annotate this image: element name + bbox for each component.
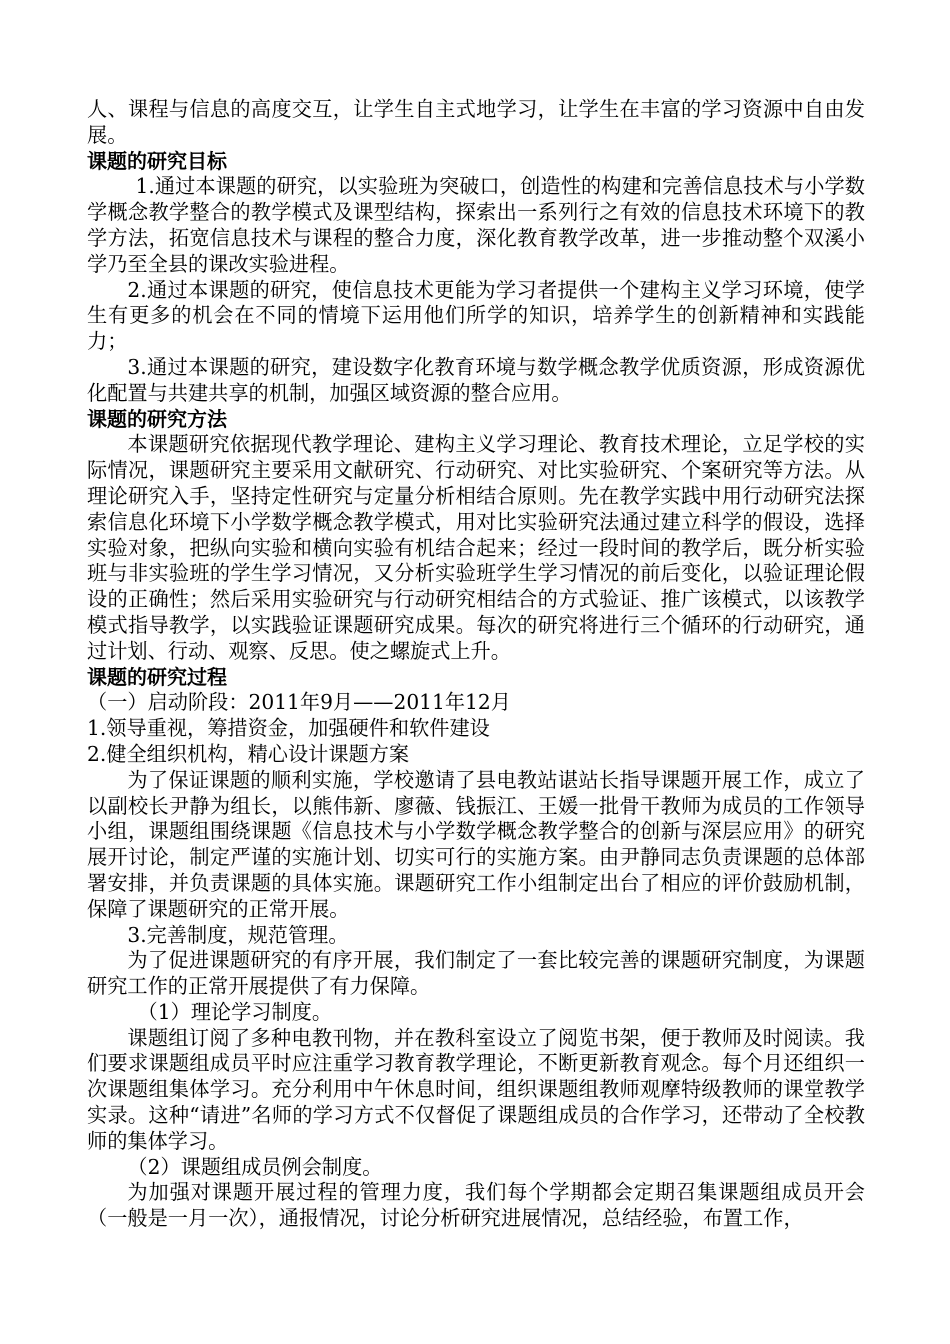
process-stage-line: （一）启动阶段：2011年9月——2011年12月 — [87, 690, 511, 715]
goal-item-2: 2.通过本课题的研究，使信息技术更能为学习者提供一个建构主义学习环境，使学生有更多的机会在不同的情境下运用他们所学的知识，培养学生的创新精神和实践能力； — [87, 277, 865, 354]
process-heading: 课题的研究过程 — [87, 664, 227, 689]
methods-paragraph: 本课题研究依据现代教学理论、建构主义学习理论、教育技术理论，立足学校的实际情况，课题研究主要采用文献研究、行动研究、对比实验研究、个案研究等方法。从理论研究入手，坚持定性研究与定量分析相结合原则。先在教学实践中用行动研究法探索信息化环境下小学数学概念教学模式，用对比实验研究法通过建立科学的假设，选择实验对象，把纵向实验和横向实验有机结合起来；经过一段时间的教学后，既分析实验班与非实验班的学生学习情况，又分析实验班学生学习情况的前后变化，以验证理论假设的正确性；然后采用实验研究与行动研究相结合的方式验证、推广该模式，以该教学模式指导教学，以实践验证课题研究成果。每次的研究将进行三个循环的行动研究，通过计划、行动、观察、反思。使之螺旋式上升。 — [87, 432, 865, 663]
goal-item-3: 3.通过本课题的研究，建设数字化教育环境与数学概念教学优质资源，形成资源优化配置与共建共享的机制，加强区域资源的整合应用。 — [87, 354, 865, 405]
sub-item-2-paragraph: 为加强对课题开展过程的管理力度，我们每个学期都会定期召集课题组成员开会（一般是一月一次），通报情况，讨论分析研究进展情况，总结经验，布置工作， — [87, 1180, 865, 1231]
process-step-1: 1.领导重视，筹措资金，加强硬件和软件建设 — [87, 716, 490, 741]
process-step-3: 3.完善制度，规范管理。 — [127, 922, 349, 947]
goal-item-1: 1.通过本课题的研究，以实验班为突破口，创造性的构建和完善信息技术与小学数学概念教学整合的教学模式及课型结构，探索出一系列行之有效的信息技术环境下的教学方法，拓宽信息技术与课程的整合力度，深化教育教学改革，进一步推动整个双溪小学乃至全县的课改实验进程。 — [87, 174, 865, 276]
goals-heading: 课题的研究目标 — [87, 148, 227, 173]
document-page — [87, 97, 865, 1232]
sub-item-1-paragraph: 课题组订阅了多种电教刊物，并在教科室设立了阅览书架，便于教师及时阅读。我们要求课题组成员平时应注重学习教育教学理论，不断更新教育观念。每个月还组织一次课题组集体学习。充分利用中午休息时间，组织课题组教师观摩特级教师的课堂教学实录。这种“请进”名师的学习方式不仅督促了课题组成员的合作学习，还带动了全校教师的集体学习。 — [87, 1025, 865, 1153]
sub-item-2-title: （2）课题组成员例会制度。 — [127, 1154, 383, 1179]
process-step-2: 2.健全组织机构，精心设计课题方案 — [87, 741, 410, 766]
process-step-3-paragraph: 为了促进课题研究的有序开展，我们制定了一套比较完善的课题研究制度，为课题研究工作的正常开展提供了有力保障。 — [87, 948, 865, 999]
sub-item-1-title: （1）理论学习制度。 — [137, 999, 333, 1024]
process-step-2-paragraph: 为了保证课题的顺利实施，学校邀请了县电教站谌站长指导课题开展工作，成立了以副校长尹静为组长，以熊伟新、廖薇、钱振江、王媛一批骨干教师为成员的工作领导小组，课题组围绕课题《信息技术与小学数学概念教学整合的创新与深层应用》的研究展开讨论，制定严谨的实施计划、切实可行的实施方案。由尹静同志负责课题的总体部署安排，并负责课题的具体实施。课题研究工作小组制定出台了相应的评价鼓励机制，保障了课题研究的正常开展。 — [87, 767, 865, 921]
intro-tail-paragraph: 人、课程与信息的高度交互，让学生自主式地学习，让学生在丰富的学习资源中自由发展。 — [87, 97, 865, 147]
methods-heading: 课题的研究方法 — [87, 406, 227, 431]
